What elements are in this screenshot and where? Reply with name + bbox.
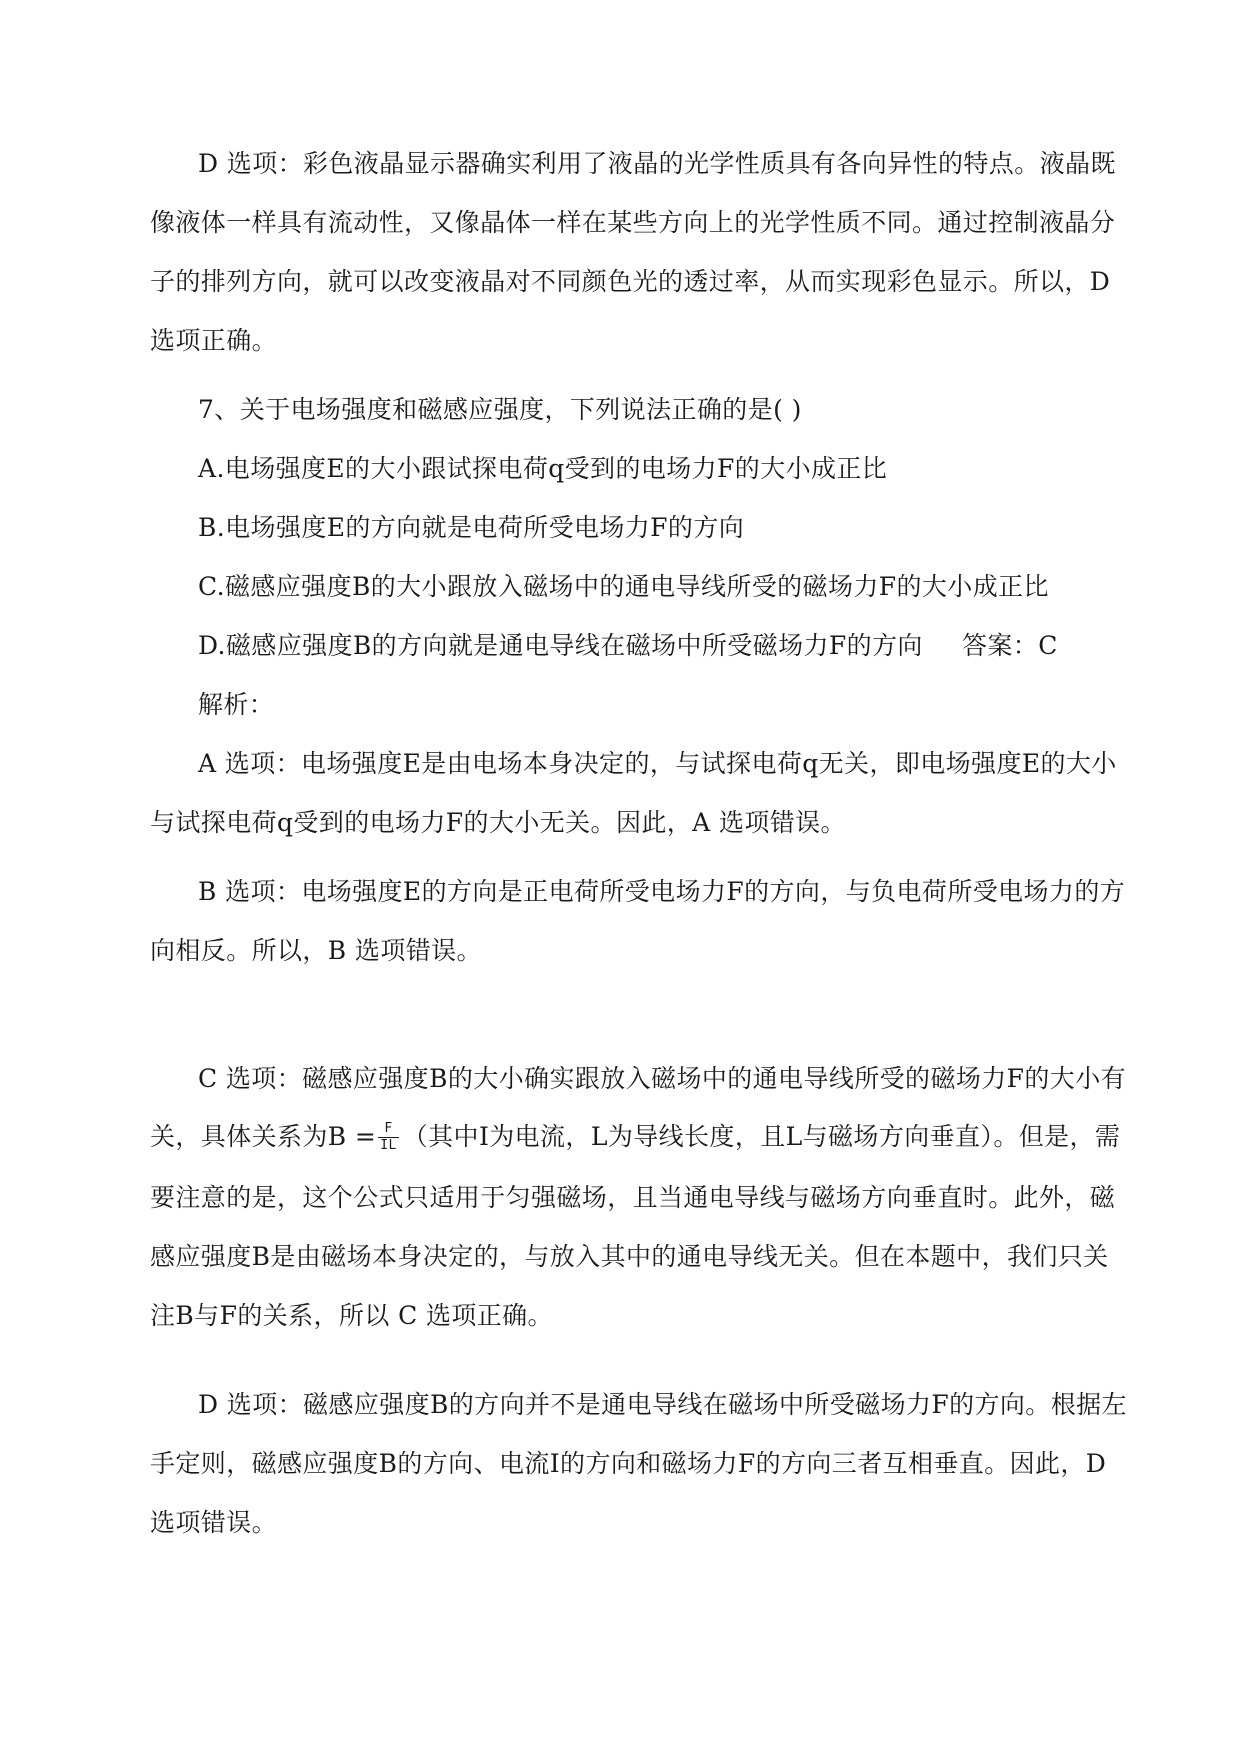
paragraph-line: 像液体一样具有流动性，又像晶体一样在某些方向上的光学性质不同。通过控制液晶分 [150, 208, 1116, 237]
question-title: 7、关于电场强度和磁感应强度，下列说法正确的是( ) [198, 395, 802, 424]
analysis-c-line: 要注意的是，这个公式只适用于匀强磁场，且当通电导线与磁场方向垂直时。此外，磁 [150, 1183, 1116, 1212]
option-a: A.电场强度E的大小跟试探电荷q受到的电场力F的大小成正比 [198, 454, 888, 483]
formula-suffix: （其中I为电流，L为导线长度，且L与磁场方向垂直）。但是，需 [402, 1122, 1121, 1151]
analysis-a-line: 与试探电荷q受到的电场力F的大小无关。因此，A 选项错误。 [150, 808, 846, 837]
paragraph-line: D 选项：彩色液晶显示器确实利用了液晶的光学性质具有各向异性的特点。液晶既 [198, 149, 1116, 178]
analysis-d-line: D 选项：磁感应强度B的方向并不是通电导线在磁场中所受磁场力F的方向。根据左 [198, 1390, 1127, 1419]
analysis-d-line: 选项错误。 [150, 1508, 278, 1537]
analysis-c-line: 感应强度B是由磁场本身决定的，与放入其中的通电导线无关。但在本题中，我们只关 [150, 1242, 1109, 1271]
analysis-b-line: 向相反。所以，B 选项错误。 [150, 936, 482, 965]
formula-prefix: 关，具体关系为B = [150, 1122, 377, 1151]
analysis-label: 解析： [198, 690, 275, 719]
option-d: D.磁感应强度B的方向就是通电导线在磁场中所受磁场力F的方向 [198, 631, 923, 660]
paragraph-line: 子的排列方向，就可以改变液晶对不同颜色光的透过率，从而实现彩色显示。所以，D [150, 267, 1111, 296]
paragraph-line: 选项正确。 [150, 326, 278, 355]
option-b: B.电场强度E的方向就是电荷所受电场力F的方向 [198, 513, 745, 542]
fraction [378, 1122, 398, 1153]
option-c: C.磁感应强度B的大小跟放入磁场中的通电导线所受的磁场力F的大小成正比 [198, 572, 1049, 601]
fraction-numerator: F [384, 1120, 393, 1136]
analysis-c-line: C 选项：磁感应强度B的大小确实跟放入磁场中的通电导线所受的磁场力F的大小有 [198, 1064, 1126, 1093]
analysis-a-line: A 选项：电场强度E是由电场本身决定的，与试探电荷q无关，即电场强度E的大小 [198, 749, 1117, 778]
fraction-denominator: IL [380, 1137, 397, 1153]
analysis-c-line: 注B与F的关系，所以 C 选项正确。 [150, 1301, 553, 1330]
answer-text: 答案：C [962, 631, 1058, 660]
analysis-c-formula-line [150, 1119, 1120, 1155]
analysis-b-line: B 选项：电场强度E的方向是正电荷所受电场力F的方向，与负电荷所受电场力的方 [198, 877, 1126, 906]
analysis-d-line: 手定则，磁感应强度B的方向、电流I的方向和磁场力F的方向三者互相垂直。因此，D [150, 1449, 1107, 1478]
